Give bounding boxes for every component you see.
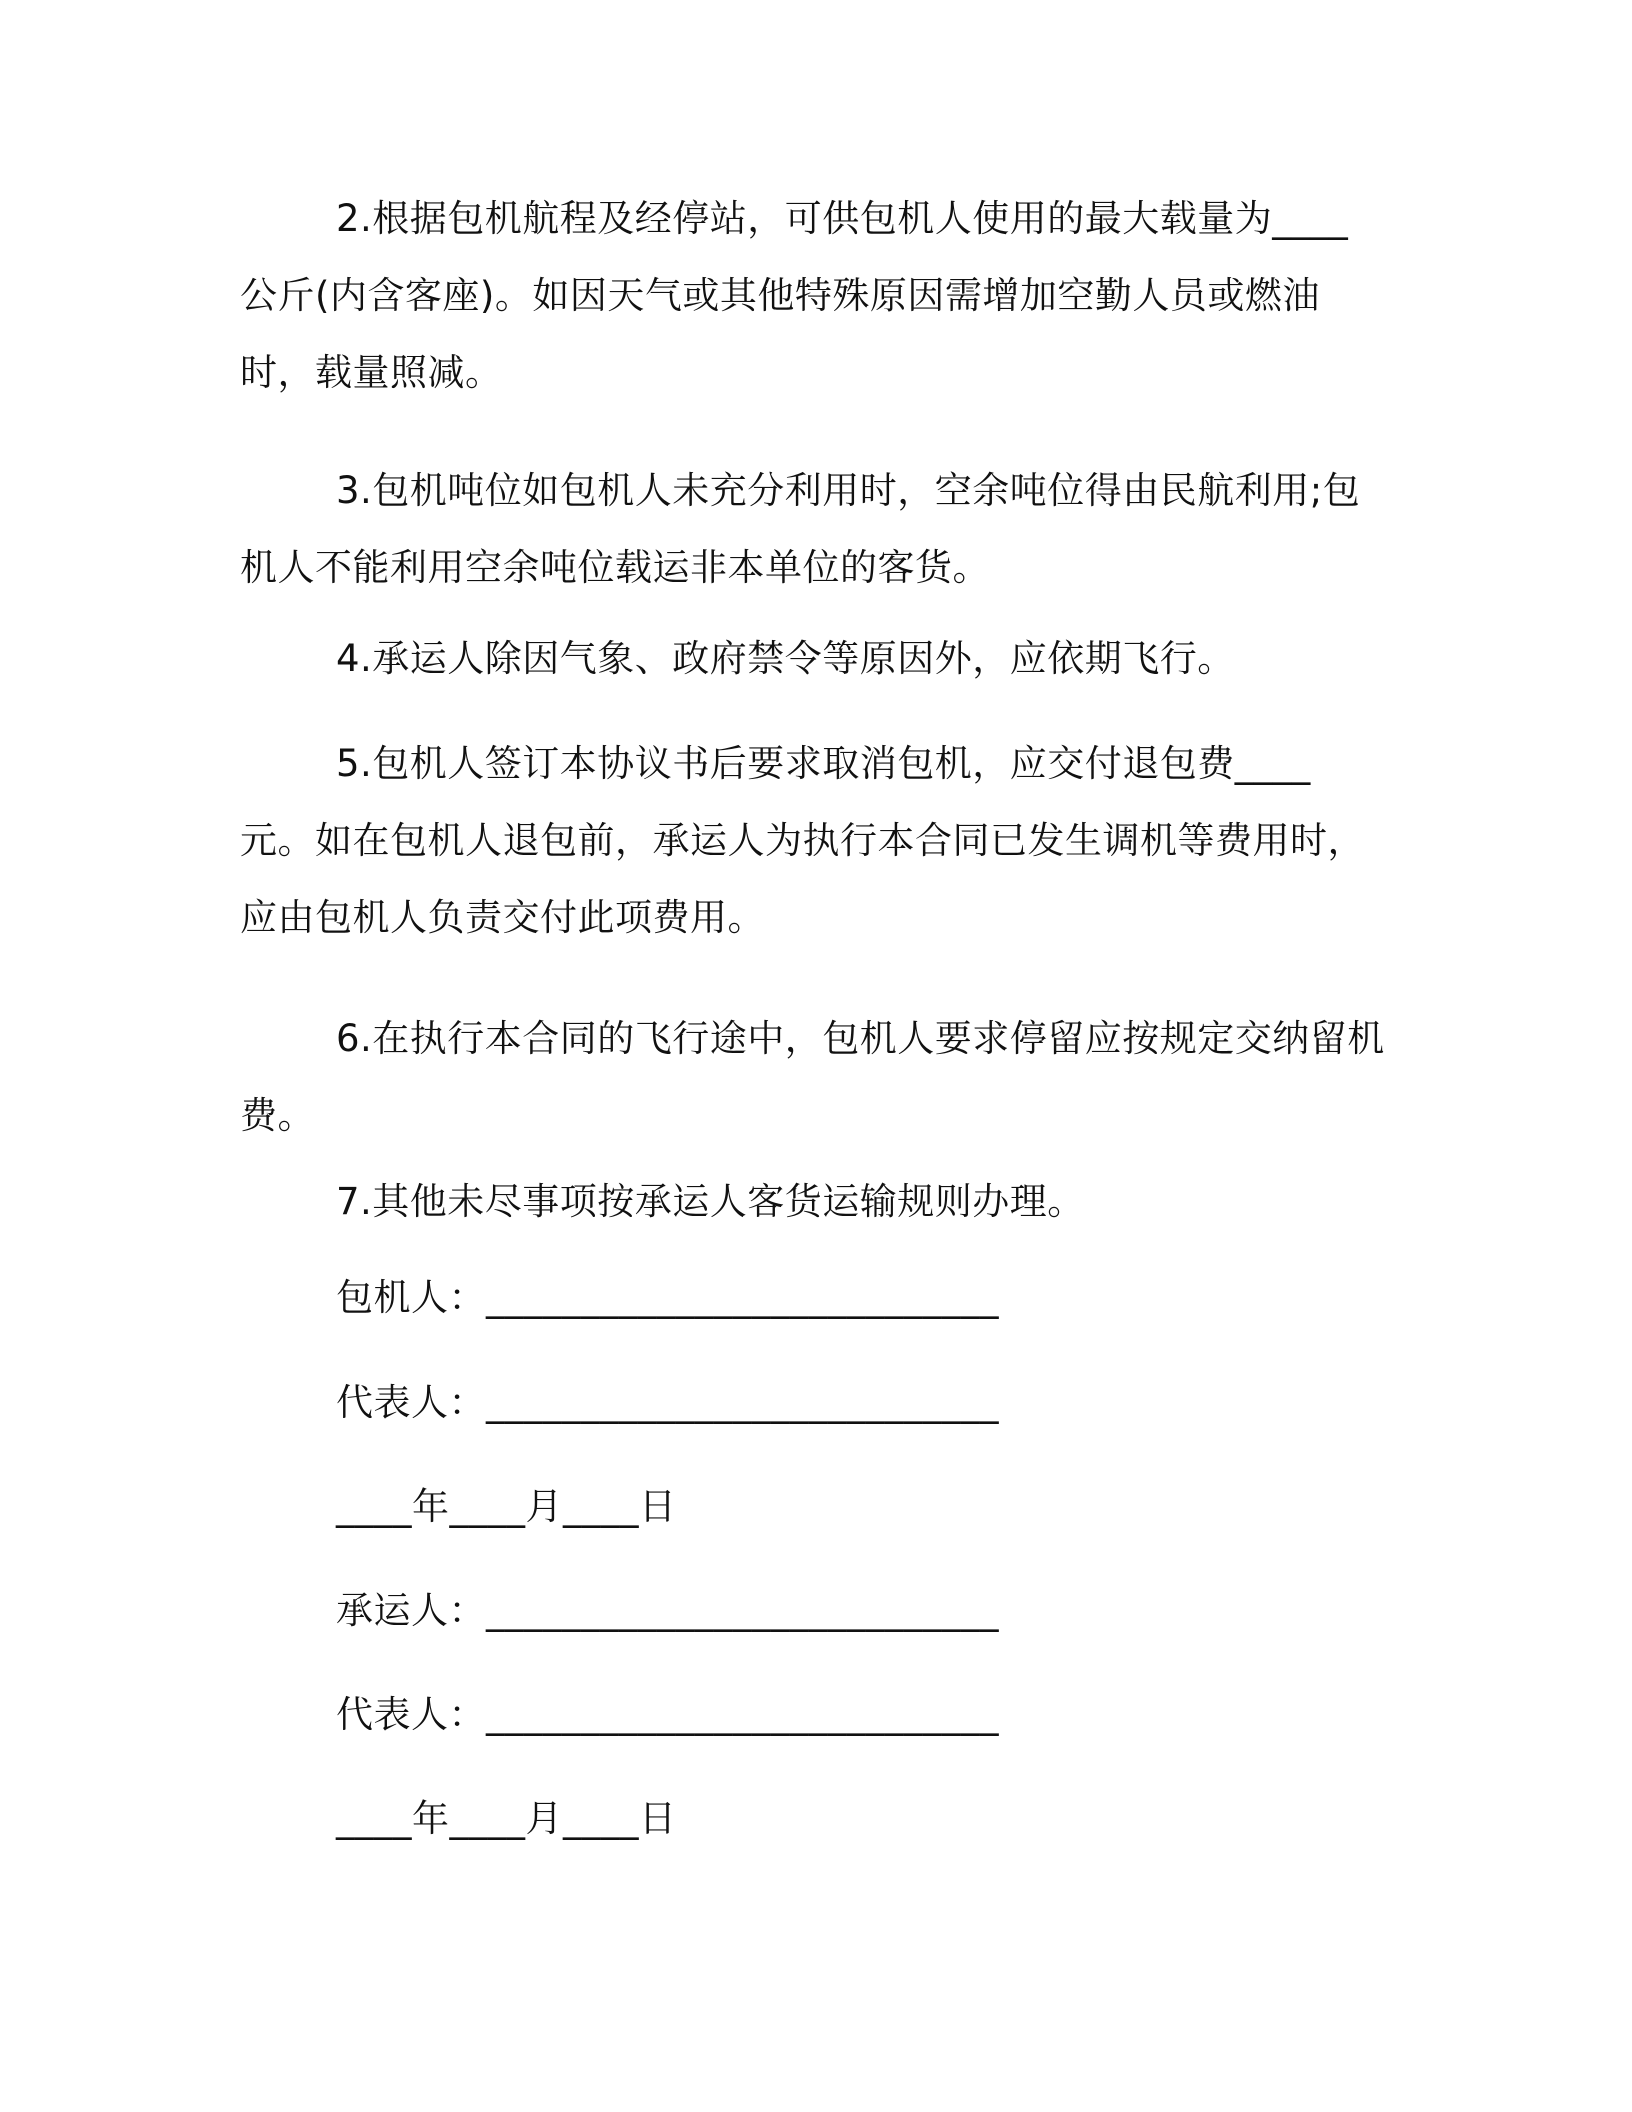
clause-2: 2.根据包机航程及经停站，可供包机人使用的最大载量为____公斤(内含客座)。如因天气或其他特殊原因需增加空勤人员或燃油时，载量照减。 <box>240 197 1349 394</box>
charterer-representative-line: 代表人：___________________________ <box>336 1381 999 1424</box>
clause-5: 5.包机人签订本协议书后要求取消包机，应交付退包费____元。如在包机人退包前，承运人为执行本合同已发生调机等费用时，应由包机人负责交付此项费用。 <box>240 742 1365 939</box>
charterer-signature-line: 包机人：___________________________ <box>336 1276 999 1319</box>
carrier-signature-line: 承运人：___________________________ <box>336 1589 999 1632</box>
charterer-date-line: ____年____月____日 <box>336 1485 677 1528</box>
carrier-date-line: ____年____月____日 <box>336 1797 677 1840</box>
carrier-representative-line: 代表人：___________________________ <box>336 1693 999 1736</box>
clause-4: 4.承运人除因气象、政府禁令等原因外，应依期飞行。 <box>336 637 1235 680</box>
clause-7: 7.其他未尽事项按承运人客货运输规则办理。 <box>336 1180 1085 1223</box>
clause-6: 6.在执行本合同的飞行途中，包机人要求停留应按规定交纳留机费。 <box>240 1017 1385 1137</box>
clause-3: 3.包机吨位如包机人未充分利用时，空余吨位得由民航利用;包机人不能利用空余吨位载运非本单位的客货。 <box>240 469 1361 589</box>
